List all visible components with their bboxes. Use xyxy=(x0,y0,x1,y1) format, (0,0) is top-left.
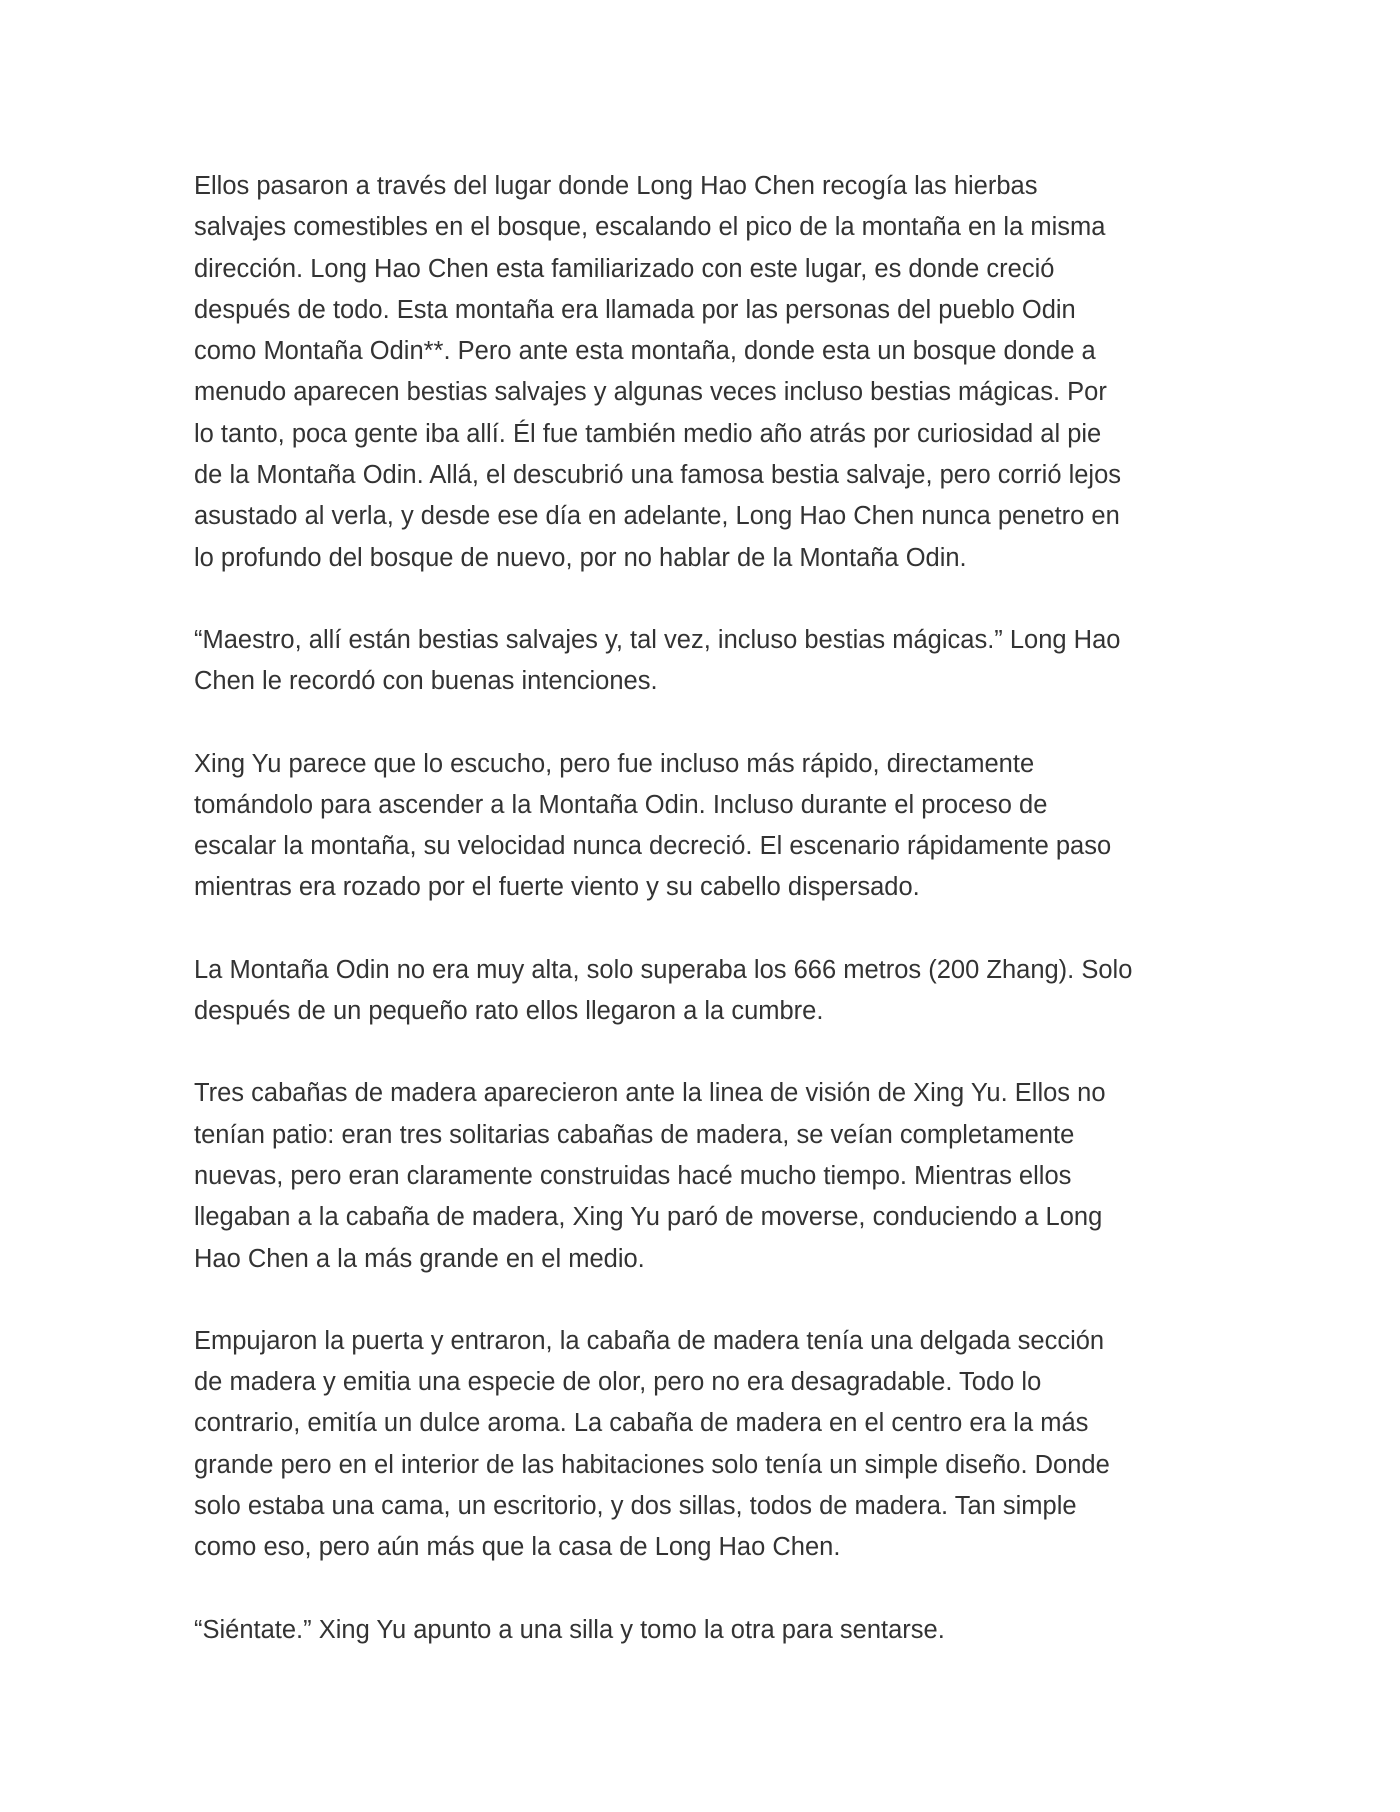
text-line: como Montaña Odin**. Pero ante esta montaña, donde esta un bosque donde a xyxy=(194,337,1096,366)
body-text xyxy=(194,166,1224,1692)
text-line: de madera y emitia una especie de olor, pero no era desagradable. Todo lo xyxy=(194,1368,1042,1397)
text-line: salvajes comestibles en el bosque, escalando el pico de la montaña en la misma xyxy=(194,213,1106,242)
text-line: mientras era rozado por el fuerte viento y su cabello dispersado. xyxy=(194,873,920,902)
text-line: grande pero en el interior de las habitaciones solo tenía un simple diseño. Donde xyxy=(194,1450,1110,1479)
text-line: Hao Chen a la más grande en el medio. xyxy=(194,1244,645,1273)
text-line: Chen le recordó con buenas intenciones. xyxy=(194,667,658,696)
text-line: llegaban a la cabaña de madera, Xing Yu paró de moverse, conduciendo a Long xyxy=(194,1203,1103,1232)
text-line: lo tanto, poca gente iba allí. Él fue también medio año atrás por curiosidad al pie xyxy=(194,419,1102,448)
text-line: Empujaron la puerta y entraron, la cabaña de madera tenía una delgada sección xyxy=(194,1326,1105,1355)
text-line: dirección. Long Hao Chen esta familiarizado con este lugar, es donde creció xyxy=(194,254,1055,283)
text-line: “Siéntate.” Xing Yu apunto a una silla y tomo la otra para sentarse. xyxy=(194,1615,945,1644)
text-line: como eso, pero aún más que la casa de Long Hao Chen. xyxy=(194,1533,841,1562)
text-line: Ellos pasaron a través del lugar donde Long Hao Chen recogía las hierbas xyxy=(194,172,1038,200)
text-line: tomándolo para ascender a la Montaña Odin. Incluso durante el proceso de xyxy=(194,790,1048,819)
paragraph-1 xyxy=(194,166,1224,579)
paragraph-5 xyxy=(194,1073,1224,1279)
paragraph-3 xyxy=(194,744,1224,909)
text-line: asustado al verla, y desde ese día en adelante, Long Hao Chen nunca penetro en xyxy=(194,502,1120,531)
text-line: solo estaba una cama, un escritorio, y dos sillas, todos de madera. Tan simple xyxy=(194,1492,1077,1521)
paragraph-2 xyxy=(194,620,1224,703)
text-line: después de todo. Esta montaña era llamada por las personas del pueblo Odin xyxy=(194,295,1076,324)
text-line: escalar la montaña, su velocidad nunca decreció. El escenario rápidamente paso xyxy=(194,832,1112,861)
text-line: después de un pequeño rato ellos llegaron a la cumbre. xyxy=(194,997,824,1026)
text-line: tenían patio: eran tres solitarias cabañas de madera, se veían completamente xyxy=(194,1120,1075,1149)
text-line: La Montaña Odin no era muy alta, solo superaba los 666 metros (200 Zhang). Solo xyxy=(194,955,1133,984)
text-line: Tres cabañas de madera aparecieron ante la linea de visión de Xing Yu. Ellos no xyxy=(194,1079,1106,1108)
text-line: Xing Yu parece que lo escucho, pero fue incluso más rápido, directamente xyxy=(194,749,1035,778)
paragraph-6 xyxy=(194,1321,1224,1569)
text-line: nuevas, pero eran claramente construidas hacé mucho tiempo. Mientras ellos xyxy=(194,1161,1072,1190)
paragraph-4 xyxy=(194,950,1224,1033)
paragraph-7 xyxy=(194,1610,1224,1651)
text-line: contrario, emitía un dulce aroma. La cabaña de madera en el centro era la más xyxy=(194,1409,1089,1438)
text-line: menudo aparecen bestias salvajes y algunas veces incluso bestias mágicas. Por xyxy=(194,378,1107,407)
text-line: de la Montaña Odin. Allá, el descubrió una famosa bestia salvaje, pero corrió lejos xyxy=(194,461,1122,490)
text-line: lo profundo del bosque de nuevo, por no hablar de la Montaña Odin. xyxy=(194,543,967,572)
text-line: “Maestro, allí están bestias salvajes y, tal vez, incluso bestias mágicas.” Long Hao xyxy=(194,625,1121,654)
